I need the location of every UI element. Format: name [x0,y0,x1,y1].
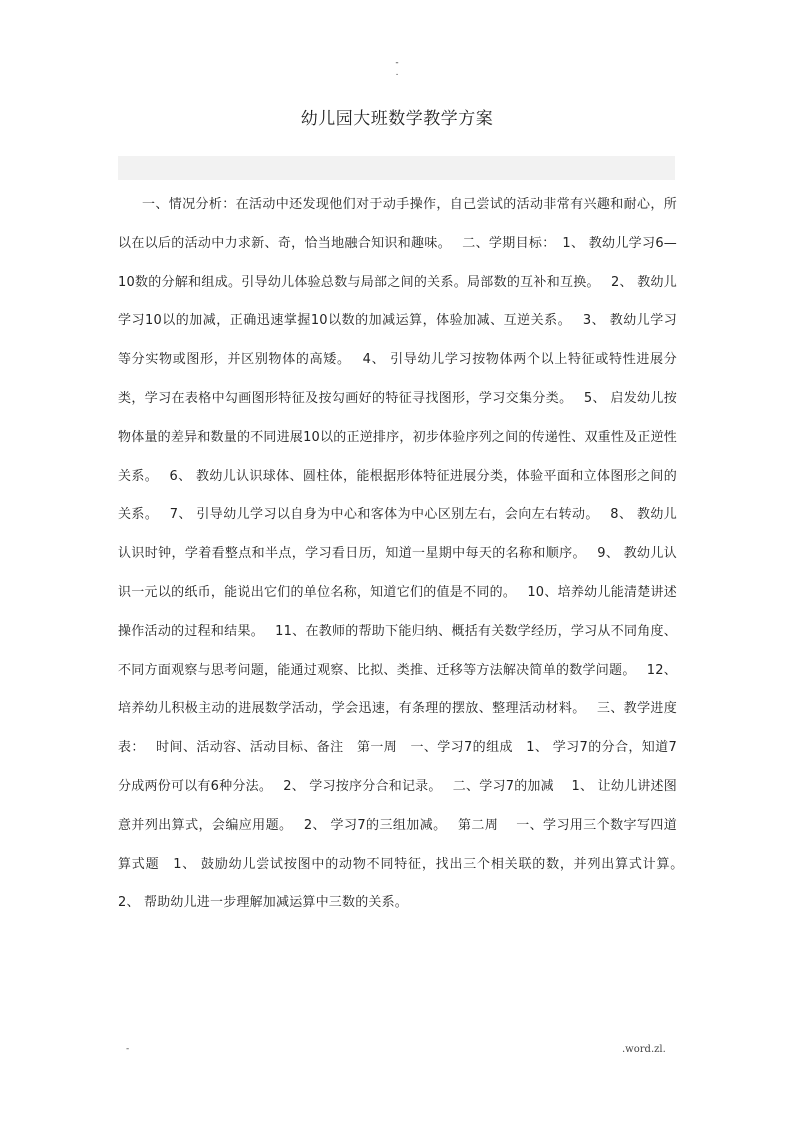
header-dot: . [395,68,399,78]
document-body-text: 一、情况分析：在活动中还发现他们对于动手操作，自己尝试的活动非常有兴趣和耐心，所以在以后的活动中力求新、奇，恰当地融合知识和趣味。 二、学期目标： 1、 教幼儿学习6—10数的分解和组成。引导幼儿体验总数与局部之间的关系。局部数的互补和互换。 2、 教幼儿学习10以的加减，正确迅速掌握10以数的加减运算，体验加减、互逆关系。 3、 教幼儿学习等分实物或图形，并区别物体的高矮。 4、 引导幼儿学习按物体两个以上特征或特性进展分类，学习在表格中勾画图形特征及按勾画好的特征寻找图形，学习交集分类。 5、 启发幼儿按物体量的差异和数量的不同进展10以的正逆排序，初步体验序列之间的传递性、双重性及正逆性关系。 6、 教幼儿认识球体、圆柱体，能根据形体特征进展分类，体验平面和立体图形之间的关系。 7、 引导幼儿学习以自身为中心和客体为中心区别左右，会向左右转动。 8、 教幼儿认识时钟，学着看整点和半点，学习看日历，知道一星期中每天的名称和顺序。 9、 教幼儿认识一元以的纸币，能说出它们的单位名称，知道它们的值是不同的。 10、培养幼儿能清楚讲述操作活动的过程和结果。 11、在教师的帮助下能归纳、概括有关数学经历，学习从不同角度、不同方面观察与思考问题，能通过观察、比拟、类推、迁移等方法解决简单的数学问题。 12、培养幼儿积极主动的进展数学活动，学会迅速，有条理的摆放、整理活动材料。 三、教学进度表： 时间、活动容、活动目标、备注 第一周 一、学习7的组成 1、 学习7的分合，知道7分成两份可以有6种分法。 2、 学习按序分合和记录。 二、学习7的加减 1、 让幼儿讲述图意并列出算式，会编应用题。 2、 学习7的三组加减。 第二周 一、学习用三个数字写四道算式题 1、 鼓励幼儿尝试按图中的动物不同特征，找出三个相关联的数，并列出算式计算。 2、 帮助幼儿进一步理解加减运算中三数的关系。 [118,197,695,911]
document-title: 幼儿园大班数学教学方案 [300,109,494,129]
page-header-mark [0,58,794,78]
header-dash: - [395,58,399,68]
title-divider-band [118,156,675,180]
footer-right-mark: .word.zl. [622,1044,666,1055]
footer-left-mark: - [126,1044,130,1054]
